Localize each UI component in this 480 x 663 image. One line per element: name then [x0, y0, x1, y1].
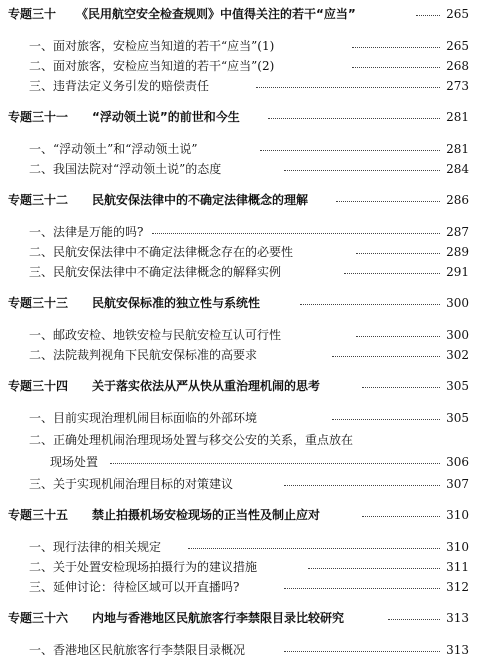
- toc-leader-dots: [352, 67, 440, 68]
- toc-chapter-label: 专题三十二: [8, 193, 69, 207]
- toc-section[interactable]: [0, 408, 480, 428]
- toc-leader-dots: [332, 356, 440, 357]
- toc-page-number: 305: [446, 379, 469, 393]
- toc-chapter-31[interactable]: [0, 107, 480, 127]
- toc-chapter-title: 禁止拍摄机场安检现场的正当性及制止应对: [92, 508, 321, 522]
- toc-section-continuation[interactable]: [0, 452, 480, 472]
- toc-leader-dots: [362, 387, 440, 388]
- toc-section-title: 一、面对旅客，安检应当知道的若干“应当”(1): [29, 39, 275, 53]
- toc-section-title: 三、违背法定义务引发的赔偿责任: [29, 79, 210, 93]
- toc-page-number: 306: [446, 455, 469, 469]
- toc-page-number: 312: [446, 580, 469, 594]
- toc-page-number: 265: [446, 39, 469, 53]
- toc-chapter-label: 专题三十六: [8, 611, 69, 625]
- toc-chapter-title: 关于落实依法从严从快从重治理机闹的思考: [92, 379, 321, 393]
- toc-section-title: 现场处置: [50, 455, 99, 469]
- toc-page-number: 313: [446, 611, 469, 625]
- toc-leader-dots: [110, 463, 440, 464]
- toc-page-number: 284: [446, 162, 469, 176]
- toc-page-number: 300: [446, 296, 469, 310]
- toc-chapter-35[interactable]: [0, 505, 480, 525]
- toc-page-number: 310: [446, 508, 469, 522]
- toc-section[interactable]: [0, 242, 480, 262]
- toc-leader-dots: [388, 619, 440, 620]
- toc-section-title: 一、法律是万能的吗?: [29, 225, 144, 239]
- toc-leader-dots: [284, 651, 440, 652]
- toc-page-number: 313: [446, 643, 469, 657]
- toc-page-number: 273: [446, 79, 469, 93]
- toc-leader-dots: [256, 87, 440, 88]
- toc-section[interactable]: [0, 262, 480, 282]
- toc-chapter-title: “浮动领土说”的前世和今生: [92, 110, 240, 124]
- toc-section-title: 二、民航安保法律中不确定法律概念存在的必要性: [29, 245, 294, 259]
- toc-section-title: 一、香港地区民航旅客行李禁限目录概况: [29, 643, 246, 657]
- toc-section-title: 三、关于实现机闹治理目标的对策建议: [29, 477, 234, 491]
- toc-chapter-label: 专题三十一: [8, 110, 69, 124]
- toc-chapter-36[interactable]: [0, 608, 480, 628]
- toc-section[interactable]: [0, 345, 480, 365]
- toc-leader-dots: [308, 568, 440, 569]
- toc-section[interactable]: [0, 56, 480, 76]
- toc-leader-dots: [356, 253, 440, 254]
- toc-section-title: 二、我国法院对“浮动领土说”的态度: [29, 162, 222, 176]
- toc-leader-dots: [352, 47, 440, 48]
- toc-chapter-33[interactable]: [0, 293, 480, 313]
- toc-leader-dots: [260, 150, 440, 151]
- toc-page-number: 310: [446, 540, 469, 554]
- toc-section[interactable]: [0, 159, 480, 179]
- toc-leader-dots: [416, 15, 440, 16]
- toc-section-title: 一、现行法律的相关规定: [29, 540, 162, 554]
- toc-leader-dots: [362, 516, 440, 517]
- toc-section-title: 二、面对旅客，安检应当知道的若干“应当”(2): [29, 59, 275, 73]
- toc-page-number: 289: [446, 245, 469, 259]
- toc-chapter-30[interactable]: [0, 4, 480, 24]
- toc-page-number: 268: [446, 59, 469, 73]
- toc-section[interactable]: [0, 577, 480, 597]
- toc-chapter-label: 专题三十: [8, 7, 57, 21]
- toc-leader-dots: [284, 170, 440, 171]
- toc-section-title: 二、关于处置安检现场拍摄行为的建议措施: [29, 560, 258, 574]
- toc-leader-dots: [188, 548, 440, 549]
- toc-page-number: 286: [446, 193, 469, 207]
- toc-section[interactable]: [0, 76, 480, 96]
- toc-leader-dots: [336, 201, 440, 202]
- toc-leader-dots: [300, 304, 440, 305]
- toc-chapter-label: 专题三十五: [8, 508, 69, 522]
- toc-page-number: 287: [446, 225, 469, 239]
- toc-section[interactable]: [0, 557, 480, 577]
- toc-section[interactable]: [0, 474, 480, 494]
- toc-section[interactable]: [0, 537, 480, 557]
- toc-leader-dots: [284, 588, 440, 589]
- toc-leader-dots: [344, 273, 440, 274]
- toc-section-title: 一、“浮动领土”和“浮动领土说”: [29, 142, 198, 156]
- toc-chapter-32[interactable]: [0, 190, 480, 210]
- toc-chapter-34[interactable]: [0, 376, 480, 396]
- toc-section[interactable]: [0, 640, 480, 660]
- toc-leader-dots: [152, 233, 440, 234]
- toc-page-number: 305: [446, 411, 469, 425]
- toc-chapter-title: 《民用航空安全检查规则》中值得关注的若干“应当”: [76, 7, 356, 21]
- toc-page-number: 265: [446, 7, 469, 21]
- toc-chapter-title: 民航安保法律中的不确定法律概念的理解: [92, 193, 309, 207]
- toc-section-title: 二、法院裁判视角下民航安保标准的高要求: [29, 348, 258, 362]
- toc-section[interactable]: [0, 36, 480, 56]
- toc-chapter-title: 内地与香港地区民航旅客行李禁限目录比较研究: [92, 611, 345, 625]
- toc-section-title: 三、民航安保法律中不确定法律概念的解释实例: [29, 265, 282, 279]
- toc-chapter-label: 专题三十三: [8, 296, 69, 310]
- toc-chapter-label: 专题三十四: [8, 379, 69, 393]
- toc-page-number: 300: [446, 328, 469, 342]
- toc-section-title: 一、邮政安检、地铁安检与民航安检互认可行性: [29, 328, 282, 342]
- toc-page-number: 302: [446, 348, 469, 362]
- toc-page-number: 281: [446, 110, 469, 124]
- toc-section[interactable]: [0, 222, 480, 242]
- toc-chapter-title: 民航安保标准的独立性与系统性: [92, 296, 261, 310]
- toc-section[interactable]: [0, 325, 480, 345]
- toc-page-number: 307: [446, 477, 469, 491]
- toc-leader-dots: [268, 118, 440, 119]
- toc-section-title: 二、正确处理机闹治理现场处置与移交公安的关系，重点放在: [29, 433, 354, 447]
- toc-leader-dots: [356, 336, 440, 337]
- toc-section[interactable]: [0, 430, 480, 450]
- toc-section-title: 三、延伸讨论：待检区域可以开直播吗?: [29, 580, 240, 594]
- toc-section-title: 一、目前实现治理机闹目标面临的外部环境: [29, 411, 258, 425]
- toc-page-number: 311: [446, 560, 469, 574]
- toc-page-number: 281: [446, 142, 469, 156]
- toc-leader-dots: [284, 485, 440, 486]
- toc-leader-dots: [332, 419, 440, 420]
- toc-section[interactable]: [0, 139, 480, 159]
- toc-page-number: 291: [446, 265, 469, 279]
